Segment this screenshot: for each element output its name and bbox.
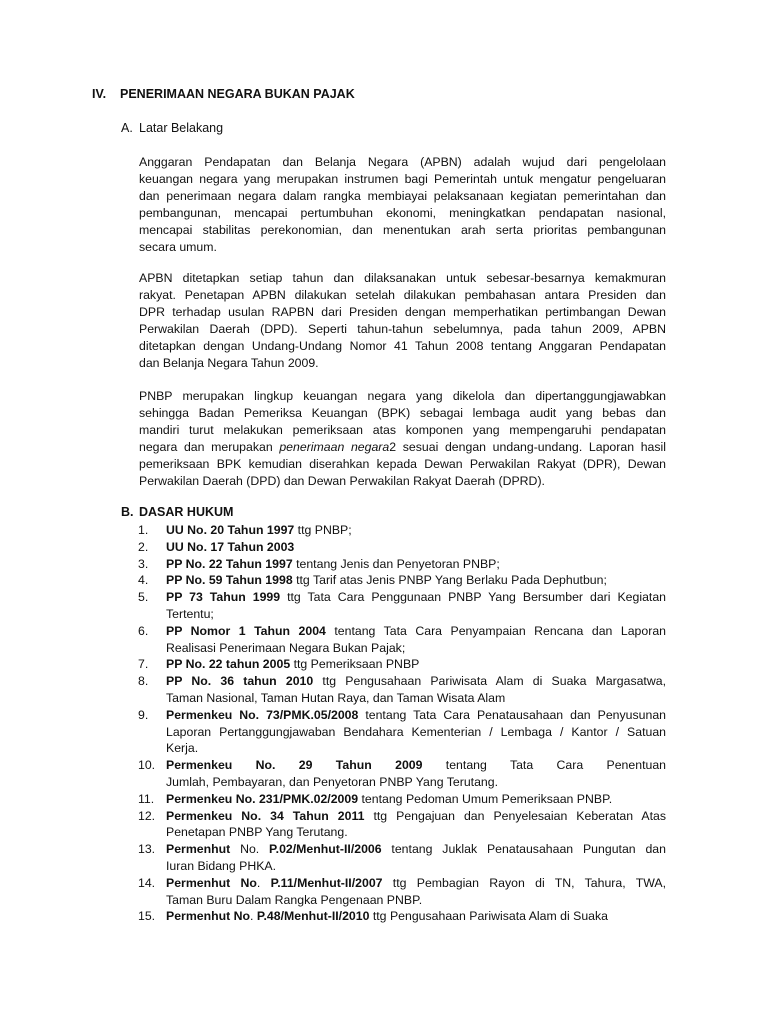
list-item-line: Laporan Pertanggungjawaban Bendahara Kementerian / Lembaga / Kantor / Satuan bbox=[166, 724, 666, 739]
paragraph-line: pemeriksaan BPK kemudian diserahkan kepada Dewan Perwakilan Rakyat (DPR), Dewan bbox=[139, 457, 666, 471]
paragraph-apbn-definition bbox=[139, 154, 666, 256]
list-item-line: Permenhut No. P.48/Menhut-II/2010 ttg Pengusahaan Pariwisata Alam di Suaka bbox=[166, 909, 609, 924]
list-item bbox=[121, 589, 666, 623]
section-number: IV. bbox=[92, 87, 107, 101]
list-item bbox=[121, 572, 666, 589]
paragraph-line: mencapai stabilitas perekonomian, dan menentukan arah serta prioritas pembangunan bbox=[139, 223, 666, 237]
legal-basis-list bbox=[121, 522, 666, 925]
list-number: 2. bbox=[138, 539, 149, 554]
list-item-line: Taman Buru Dalam Rangka Pengenaan PNBP. bbox=[166, 892, 423, 907]
paragraph-line: Anggaran Pendapatan dan Belanja Negara (APBN) adalah wujud dari pengelolaan bbox=[139, 155, 666, 169]
list-item-line: Iuran Bidang PHKA. bbox=[166, 858, 277, 873]
list-item bbox=[121, 841, 666, 875]
list-item bbox=[121, 623, 666, 657]
regulation-reference: UU No. 20 Tahun 1997 bbox=[166, 523, 295, 537]
list-number: 15. bbox=[138, 909, 156, 924]
list-item bbox=[121, 556, 666, 573]
list-item-line: Permenkeu No. 29 Tahun 2009 tentang Tata Cara Penentuan bbox=[166, 758, 667, 773]
regulation-reference: UU No. 17 Tahun 2003 bbox=[166, 539, 295, 554]
paragraph-line: pembangunan, mencapai pertumbuhan ekonomi, meningkatkan pendapatan nasional, bbox=[139, 206, 666, 220]
paragraph-line: Perwakilan Daerah (DPD) dan Dewan Perwakilan Rakyat Daerah (DPRD). bbox=[139, 474, 545, 488]
list-item-line: Permenkeu No. 231/PMK.02/2009 tentang Pedoman Umum Pemeriksaan PNBP. bbox=[166, 791, 613, 806]
list-number: 8. bbox=[138, 674, 149, 689]
subsection-b-title: DASAR HUKUM bbox=[139, 505, 234, 519]
subsection-a-letter: A. bbox=[121, 121, 133, 135]
regulation-reference: Permenkeu No. 231/PMK.02/2009 bbox=[166, 791, 359, 806]
list-item-line: Permenhut No. P.02/Menhut-II/2006 tentang Juklak Penatausahaan Pungutan dan bbox=[166, 842, 666, 857]
list-item bbox=[121, 908, 666, 925]
list-number: 6. bbox=[138, 623, 149, 638]
regulation-reference: PP No. 22 tahun 2005 bbox=[166, 657, 291, 672]
list-number: 1. bbox=[138, 523, 149, 537]
regulation-reference: Permenhut bbox=[166, 842, 231, 857]
section-heading bbox=[92, 87, 355, 101]
paragraph-pnbp-scope bbox=[139, 388, 666, 490]
list-item bbox=[121, 656, 666, 673]
regulation-reference: Permenkeu No. 34 Tahun 2011 bbox=[166, 808, 365, 823]
list-item-line: Permenhut No. P.11/Menhut-II/2007 ttg Pembagian Rayon di TN, Tahura, TWA, bbox=[166, 875, 666, 890]
regulation-reference: PP No. 59 Tahun 1998 bbox=[166, 573, 293, 588]
subsection-a-heading bbox=[121, 121, 223, 135]
list-item bbox=[121, 539, 666, 556]
list-item-line: PP Nomor 1 Tahun 2004 tentang Tata Cara Penyampaian Rencana dan Laporan bbox=[166, 623, 667, 638]
regulation-reference: P.48/Menhut-II/2010 bbox=[256, 909, 370, 924]
subsection-b-heading bbox=[121, 505, 233, 519]
list-item-line: Jumlah, Pembayaran, dan Penyetoran PNBP Yang Terutang. bbox=[166, 774, 499, 789]
regulation-reference: Permenhut No bbox=[166, 909, 251, 924]
paragraph-line: negara dan merupakan penerimaan negara2 sesuai dengan undang-undang. Laporan hasil bbox=[139, 440, 667, 454]
paragraph-line: keuangan negara yang merupakan instrumen bagi Pemerintah untuk mengatur pengeluaran bbox=[139, 172, 666, 186]
list-number: 4. bbox=[138, 573, 149, 588]
list-item-line bbox=[166, 539, 666, 556]
paragraph-line: sehingga Badan Pemeriksa Keuangan (BPK) sebagai lembaga audit yang bebas dan bbox=[139, 406, 666, 420]
list-item bbox=[121, 791, 666, 808]
list-item-line: PP No. 59 Tahun 1998 ttg Tarif atas Jenis PNBP Yang Berlaku Pada Dephutbun; bbox=[166, 573, 607, 588]
list-number: 3. bbox=[138, 556, 149, 571]
list-item-line: Penetapan PNBP Yang Terutang. bbox=[166, 825, 348, 840]
list-item bbox=[121, 707, 666, 757]
list-item bbox=[121, 808, 666, 842]
section-title: PENERIMAAN NEGARA BUKAN PAJAK bbox=[120, 87, 355, 101]
list-item-line: PP 73 Tahun 1999 ttg Tata Cara Penggunaan PNBP Yang Bersumber dari Kegiatan bbox=[166, 590, 666, 605]
regulation-reference: PP Nomor 1 Tahun 2004 bbox=[166, 623, 326, 638]
regulation-reference: P.11/Menhut-II/2007 bbox=[270, 875, 383, 890]
list-number: 10. bbox=[138, 758, 156, 773]
list-number: 7. bbox=[138, 657, 149, 672]
list-item-line: Taman Nasional, Taman Hutan Raya, dan Taman Wisata Alam bbox=[166, 690, 506, 705]
list-item-line: PP No. 22 tahun 2005 ttg Pemeriksaan PNBP bbox=[166, 657, 420, 672]
paragraph-apbn-establishment bbox=[139, 270, 666, 372]
paragraph-line: ditetapkan dengan Undang-Undang Nomor 41 Tahun 2008 tentang Anggaran Pendapatan bbox=[139, 339, 666, 353]
list-number: 12. bbox=[138, 808, 156, 823]
regulation-reference: P.02/Menhut-II/2006 bbox=[269, 842, 382, 857]
list-number: 13. bbox=[138, 842, 156, 857]
paragraph-line: PNBP merupakan lingkup keuangan negara yang dikelola dan dipertanggungjawabkan bbox=[139, 389, 666, 403]
list-item bbox=[121, 875, 666, 909]
list-item-line: Permenkeu No. 73/PMK.05/2008 tentang Tata Cara Penatausahaan dan Penyusunan bbox=[166, 707, 666, 722]
list-item-line: UU No. 20 Tahun 1997 ttg PNBP; bbox=[166, 523, 352, 537]
subsection-a-title: Latar Belakang bbox=[139, 121, 224, 135]
paragraph-line: DPR terhadap usulan RAPBN dari Presiden dengan memperhatikan pertimbangan Dewan bbox=[139, 305, 666, 319]
italic-term: penerimaan negara bbox=[279, 440, 390, 454]
paragraph-line: dan Belanja Negara Tahun 2009. bbox=[139, 356, 319, 370]
paragraph-line: Perwakilan Daerah (DPD). Seperti tahun-tahun sebelumnya, pada tahun 2009, APBN bbox=[139, 322, 666, 336]
list-item bbox=[121, 522, 666, 539]
paragraph-line: APBN ditetapkan setiap tahun dan dilaksanakan untuk sebesar-besarnya kemakmuran bbox=[139, 271, 666, 285]
regulation-reference: PP 73 Tahun 1999 bbox=[166, 590, 281, 605]
list-number: 14. bbox=[138, 875, 156, 890]
regulation-reference: Permenkeu No. 73/PMK.05/2008 bbox=[166, 707, 359, 722]
list-number: 9. bbox=[138, 707, 149, 722]
subsection-b-letter: B. bbox=[121, 505, 134, 519]
list-item-line: Kerja. bbox=[166, 741, 199, 756]
list-item bbox=[121, 673, 666, 707]
list-item-line: Realisasi Penerimaan Negara Bukan Pajak; bbox=[166, 640, 406, 655]
regulation-reference: Permenkeu No. 29 Tahun 2009 bbox=[166, 758, 423, 773]
regulation-reference: PP No. 22 Tahun 1997 bbox=[166, 556, 293, 571]
paragraph-line: mandiri turut melakukan pemeriksaan atas komponen yang mempengaruhi pendapatan bbox=[139, 423, 666, 437]
list-number: 5. bbox=[138, 590, 149, 605]
paragraph-line: secara umum. bbox=[139, 240, 217, 254]
paragraph-line: rakyat. Penetapan APBN dilakukan setelah dilakukan pembahasan antara Presiden dan bbox=[139, 288, 666, 302]
paragraph-line: dan penerimaan negara dalam rangka membiayai pelaksanaan kegiatan pemerintahan dan bbox=[139, 189, 666, 203]
regulation-reference: PP No. 36 tahun 2010 bbox=[166, 674, 314, 689]
list-number: 11. bbox=[138, 791, 155, 806]
list-item-line: PP No. 22 Tahun 1997 tentang Jenis dan Penyetoran PNBP; bbox=[166, 556, 500, 571]
list-item-line: PP No. 36 tahun 2010 ttg Pengusahaan Pariwisata Alam di Suaka Margasatwa, bbox=[166, 674, 666, 689]
list-item-line: Tertentu; bbox=[166, 606, 214, 621]
regulation-reference: Permenhut No bbox=[166, 875, 257, 890]
list-item bbox=[121, 757, 666, 791]
list-item-line: Permenkeu No. 34 Tahun 2011 ttg Pengajuan dan Penyelesaian Keberatan Atas bbox=[166, 808, 666, 823]
